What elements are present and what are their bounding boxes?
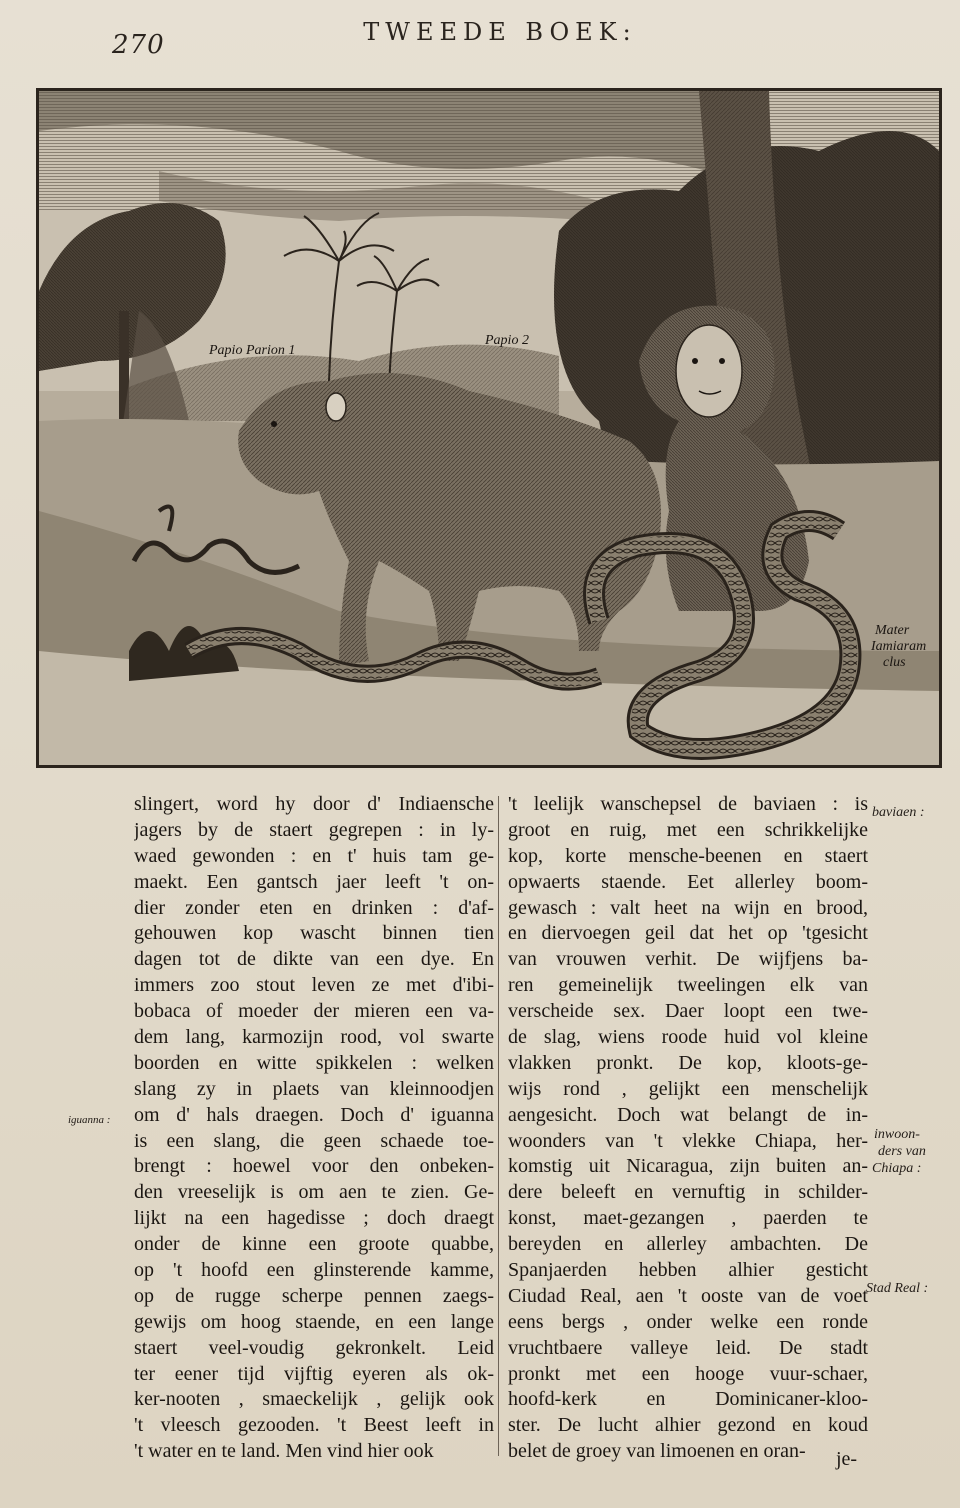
text-line: gewijs om hoog staende, en een lange [134,1310,494,1333]
margin-note-stad-real: Stad Real : [866,1281,929,1296]
plate-label-mater-3: clus [883,655,906,670]
text-line: ster. De lucht alhier gezond en koud [508,1414,868,1437]
engraving-plate [36,88,942,768]
text-line: hoofd-kerk en Dominicaner-kloo- [508,1388,868,1411]
text-line: lijkt na een hagedisse ; doch draegt [134,1207,494,1230]
text-line: bereyden en allerley ambachten. De [508,1233,868,1256]
plate-label-papio-2: Papio 2 [485,333,529,348]
text-line: komstig uit Nicaragua, zijn buiten an- [508,1155,868,1178]
column-divider [498,796,499,1456]
text-line: vruchtbaere valleye leid. De stadt [508,1336,868,1359]
text-line: staert veel-voudig gekronkelt. Leid [134,1336,494,1359]
text-line: op de rugge scherpe pennen zaegs- [134,1284,494,1307]
text-line: ker-nooten , smaeckelijk , gelijk ook [134,1388,494,1411]
left-text-column [134,792,494,1465]
text-line: wijs rond , gelijkt een menschelijk [508,1077,868,1100]
text-line: vlakken pronkt. De kop, kloots-ge- [508,1051,868,1074]
text-line: is een slang, die geen schaede toe- [134,1129,494,1152]
text-line: pronkt met een hooge vuur-schaer, [508,1362,868,1385]
text-line: dier zonder eten en drinken : d'af- [134,896,494,919]
text-line: waed gewonden : en t' huis tam ge- [134,844,494,867]
text-line: den vreeselijk is om aen te zien. Ge- [134,1181,494,1204]
text-line: slingert, word hy door d' Indiaensche [134,793,494,815]
text-line: Ciudad Real, aen 't ooste van de voet [508,1284,868,1307]
text-line: dere beleeft en vernuftig in schilder- [508,1181,868,1204]
text-line: 't water en te land. Men vind hier ook [134,1440,434,1463]
text-line: dem lang, karmozijn rood, vol swarte [134,1026,494,1049]
text-line: dagen tot de dikte van een dye. En [134,948,494,971]
page-number: 270 [112,30,165,60]
text-line: gewasch : valt heet na wijn en brood, [508,896,868,919]
text-line: maekt. Een gantsch jaer leeft 't on- [134,870,494,893]
text-line: om d' hals draegen. Doch d' iguanna [134,1103,494,1126]
text-line: op 't hoofd een glinsterende kamme, [134,1259,494,1282]
right-text-column [508,792,868,1465]
text-line: 't vleesch gezooden. 't Beest leeft in [134,1414,494,1437]
text-line: boorden en witte spikkelen : welken [134,1051,494,1074]
text-line: verscheide sex. Daer loopt een twe- [508,1000,868,1023]
text-line: de slag, wiens roode huid vol kleine [508,1026,868,1049]
plate-label-papio-1: Papio Parion 1 [209,343,296,358]
text-line: immers zoo stout leven ze met d'ibi- [134,974,494,997]
text-line: van vrouwen verhit. De wijfjens ba- [508,948,868,971]
margin-note-iguanna: iguanna : [68,1114,111,1126]
text-line: konst, maet-gezangen , paerden te [508,1207,868,1230]
text-line: aengesicht. Doch wat belangt de in- [508,1103,868,1126]
text-line: groot en ruig, met een schrikkelijke [508,818,868,841]
text-line: jagers by de staert gegrepen : in ly- [134,818,494,841]
engraving-illustration [39,91,939,765]
text-line: en diervoegen geil dat het op 'tgesicht [508,922,868,945]
text-line: kop, korte mensche-beenen en staert [508,844,868,867]
text-line: ren gemeinelijk tweelingen elk van [508,974,868,997]
margin-note-inwoonders-2: ders van [878,1144,926,1159]
margin-note-baviaen: baviaen : [872,805,925,820]
text-line: gehouwen kop wascht binnen tien [134,922,494,945]
plate-label-mater-2: Iamiaram [871,639,927,654]
text-line: bobaca of moeder der mieren een va- [134,1000,494,1023]
text-line: 't leelijk wanschepsel de baviaen : is [508,793,868,815]
margin-note-inwoonders-3: Chiapa : [872,1161,922,1176]
running-head: TWEEDE BOEK: [363,18,637,46]
text-line: opwaerts staende. Eet allerley boom- [508,870,868,893]
text-line: slang zy in plaets van kleinnoodjen [134,1077,494,1100]
text-line: ter eener tijd vijftig eyeren als ok- [134,1362,494,1385]
text-line: woonders van 't vlekke Chiapa, her- [508,1129,868,1152]
text-line: brengt : hoewel voor den onbeken- [134,1155,494,1178]
text-line: onder de kinne een groote quabbe, [134,1233,494,1256]
margin-note-inwoonders-1: inwoon- [874,1127,920,1142]
plate-label-mater-1: Mater [875,623,910,638]
text-line: eens bergs , onder welke een ronde [508,1310,868,1333]
catchword: je- [836,1448,858,1470]
text-line: belet de groey van limoenen en oran- [508,1440,806,1463]
text-line: Spanjaerden hebben alhier gesticht [508,1259,868,1282]
